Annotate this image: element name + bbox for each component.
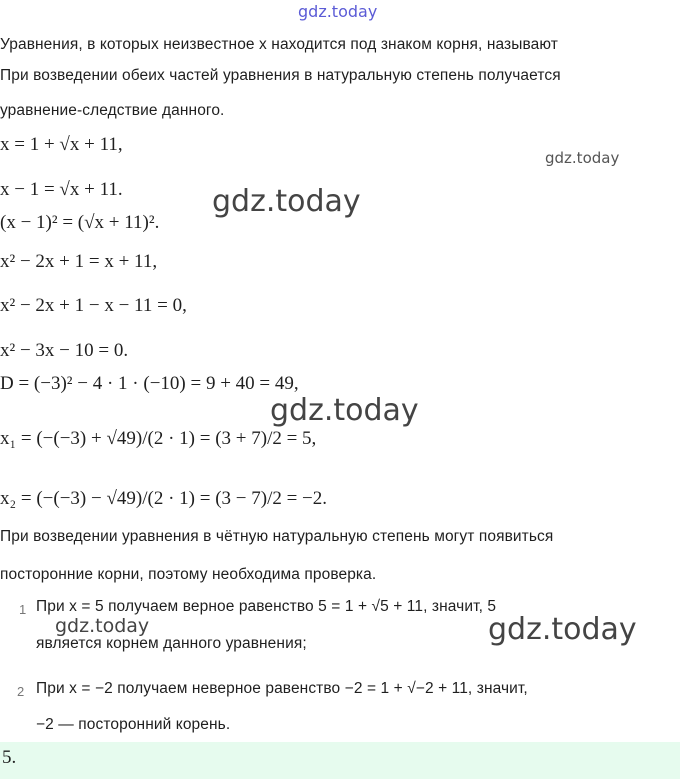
math-line-9: x₂ = (−(−3) − √49)/(2 · 1) = (3 − 7)/2 = −2. [0,488,328,509]
math-line-5: x² − 2x + 1 − x − 11 = 0, [0,295,187,316]
list-item-2-text: При x = −2 получаем неверное равенство −2 = 1 + √−2 + 11, значит, [36,680,528,697]
watermark-small-right: gdz.today [545,149,620,167]
watermark-big-2: gdz.today [270,393,419,428]
answer-value: 5. [2,747,17,768]
list-item-1-number: 1 [19,602,27,617]
para-line-1: При возведении уравнения в чётную натуральную степень могут появиться [0,528,554,545]
intro-line-3: уравнение-следствие данного. [0,102,225,119]
list-item-2-number: 2 [17,684,25,699]
watermark-mid-left: gdz.today [55,615,150,637]
watermark-big-3: gdz.today [488,612,637,647]
answer-box [0,742,680,779]
list-item-1-text: При x = 5 получаем верное равенство 5 = 1 + √5 + 11, значит, 5 [36,598,497,615]
math-line-8: x₁ = (−(−3) + √49)/(2 · 1) = (3 + 7)/2 = 5, [0,428,317,449]
math-line-3: (x − 1)² = (√x + 11)². [0,212,160,233]
intro-line-1: Уравнения, в которых неизвестное x находится под знаком корня, называют [0,36,558,53]
math-line-2: x − 1 = √x + 11. [0,179,123,200]
math-line-7: D = (−3)² − 4 · 1 · (−10) = 9 + 40 = 49, [0,373,299,394]
math-line-4: x² − 2x + 1 = x + 11, [0,251,158,272]
list-item-1-text-2: является корнем данного уравнения; [36,635,307,652]
math-line-1: x = 1 + √x + 11, [0,134,123,155]
watermark-top: gdz.today [298,2,378,21]
para-line-2: посторонние корни, поэтому необходима проверка. [0,566,377,583]
list-item-2-text-2: −2 — посторонний корень. [36,716,231,733]
watermark-big-1: gdz.today [212,184,361,219]
intro-line-2: При возведении обеих частей уравнения в натуральную степень получается [0,67,561,84]
math-line-6: x² − 3x − 10 = 0. [0,340,129,361]
